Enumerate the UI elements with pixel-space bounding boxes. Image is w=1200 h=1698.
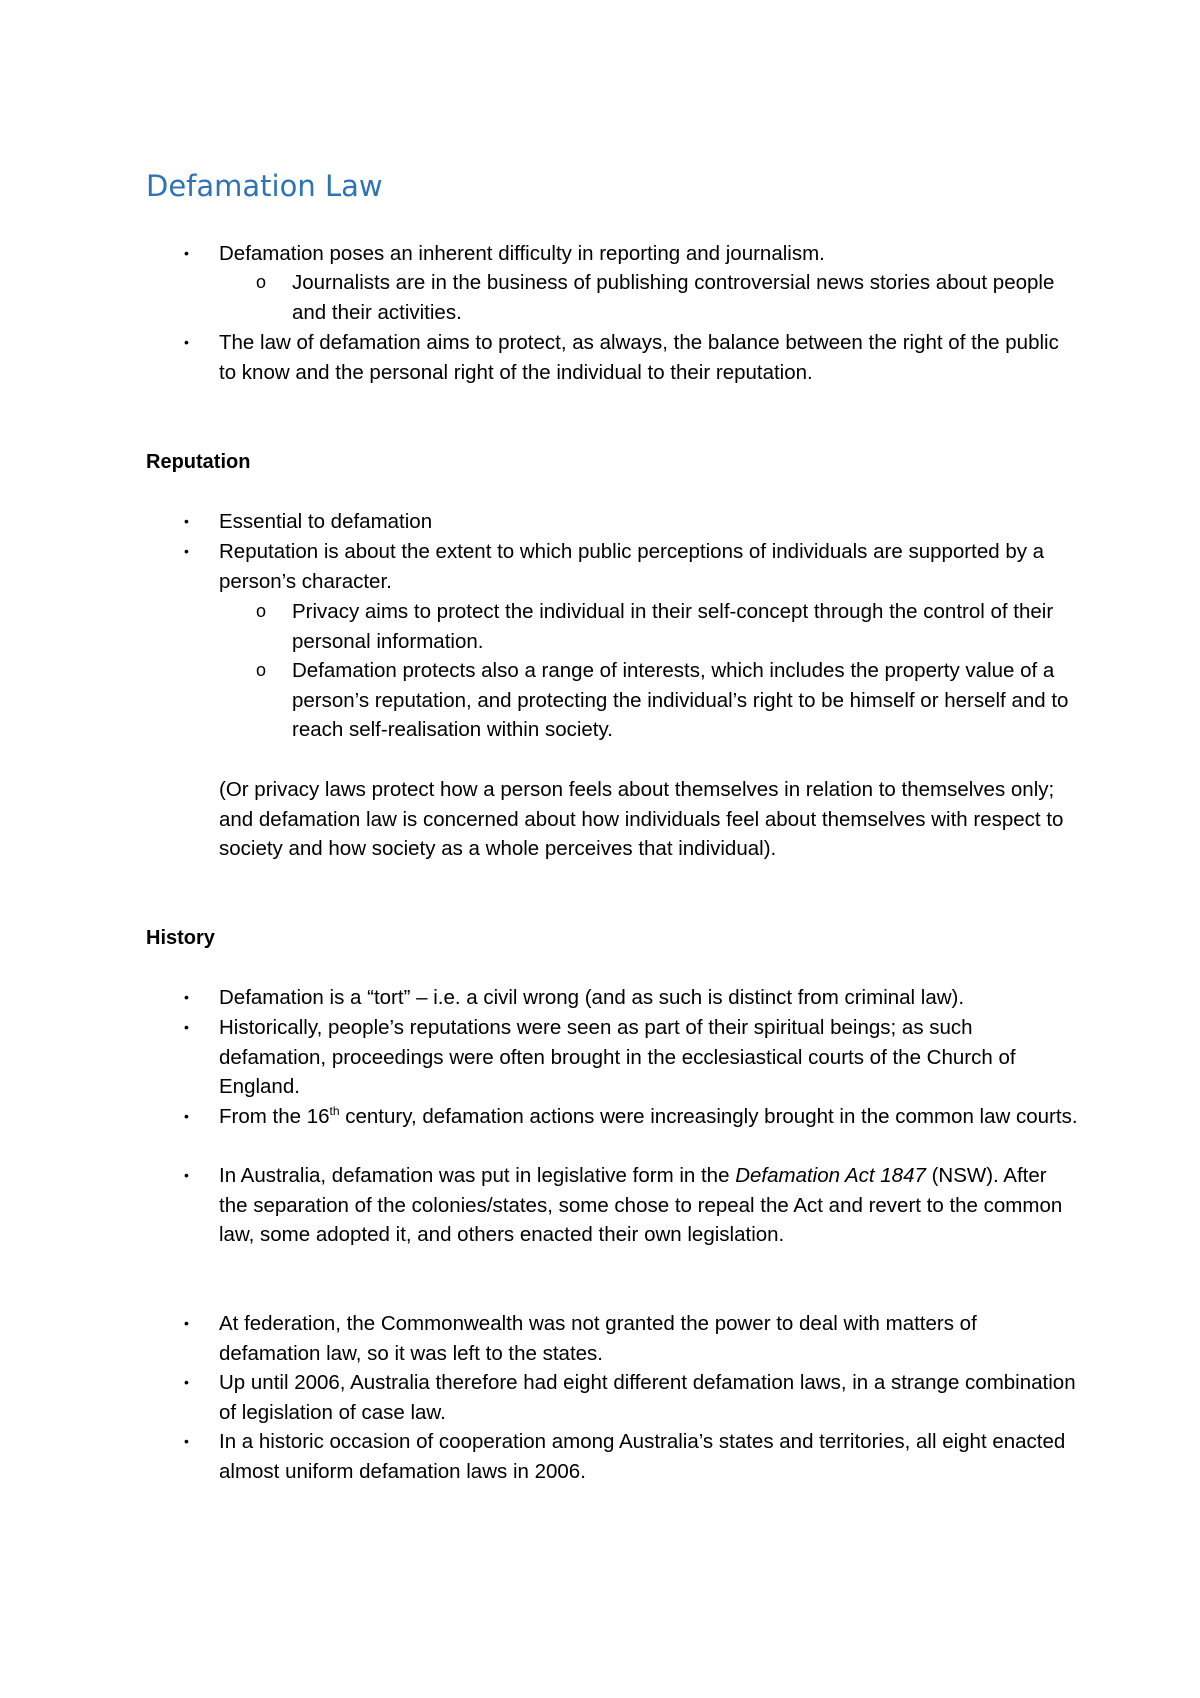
intro-bullet-2: The law of defamation aims to protect, as always, the balance between the right of the public to know and the personal right of the individual to their reputation. — [219, 331, 1059, 384]
bullet-icon: • — [184, 334, 189, 350]
bullet-icon: • — [184, 513, 189, 529]
reputation-bullet-2: Reputation is about the extent to which public perceptions of individuals are supported by a person’s character. — [219, 540, 1045, 593]
section-heading-history: History — [146, 927, 215, 949]
history-bullet-2: Historically, people’s reputations were seen as part of their spiritual beings; as such defamation, proceedings were often brought in the ecclesiastical courts of the Church of England. — [219, 1016, 1016, 1099]
reputation-bullet-1: Essential to defamation — [219, 510, 433, 533]
bullet-icon: • — [184, 1167, 189, 1183]
bullet-icon: • — [184, 1108, 189, 1124]
intro-bullet-1: Defamation poses an inherent difficulty in reporting and journalism. — [219, 242, 825, 265]
bullet-icon: • — [184, 1019, 189, 1035]
section-heading-reputation: Reputation — [146, 451, 251, 473]
bullet-icon: • — [184, 1315, 189, 1331]
act-citation: Defamation Act 1847 — [735, 1164, 926, 1187]
bullet-icon: • — [184, 543, 189, 559]
intro-sub-bullet-1: Journalists are in the business of publishing controversial news stories about people and their activities. — [292, 271, 1055, 324]
ordinal-suffix: th — [329, 1104, 340, 1119]
history-bullet-3-text-end: century, defamation actions were increasingly brought in the common law courts. — [339, 1105, 1078, 1128]
history-bullet-5: At federation, the Commonwealth was not granted the power to deal with matters of defamation law, so it was left to the states. — [219, 1312, 977, 1365]
bullet-icon: • — [184, 245, 189, 261]
bullet-icon: • — [184, 1433, 189, 1449]
history-bullet-7: In a historic occasion of cooperation among Australia’s states and territories, all eight enacted almost uniform defamation laws in 2006. — [219, 1430, 1066, 1483]
sub-bullet-icon: o — [256, 660, 267, 680]
page-title: Defamation Law — [146, 169, 383, 203]
history-bullet-4-text-end: (NSW). After the separation of the colonies/states, some chose to repeal the Act and revert to the common law, some adopted it, and others enacted their own legislation. — [219, 1164, 1063, 1247]
reputation-sub-bullet-1: Privacy aims to protect the individual in their self-concept through the control of their personal information. — [292, 600, 1054, 653]
reputation-sub-bullet-2: Defamation protects also a range of interests, which includes the property value of a person’s reputation, and protecting the individual’s right to be himself or herself and to reach self-realisation within society. — [292, 659, 1069, 742]
history-bullet-3-text-start: From the 16 — [219, 1105, 330, 1128]
history-bullet-4 — [219, 1161, 1079, 1250]
history-bullet-3 — [219, 1102, 1079, 1132]
sub-bullet-icon: o — [256, 272, 267, 292]
sub-bullet-icon: o — [256, 601, 267, 621]
bullet-icon: • — [184, 989, 189, 1005]
history-bullet-4-text-start: In Australia, defamation was put in legislative form in the — [219, 1164, 736, 1187]
history-bullet-1: Defamation is a “tort” – i.e. a civil wrong (and as such is distinct from criminal law). — [219, 986, 965, 1009]
reputation-note: (Or privacy laws protect how a person feels about themselves in relation to themselves only; and defamation law is concerned about how individuals feel about themselves with respect to society and how society as a whole perceives that individual). — [219, 778, 1064, 861]
history-bullet-6: Up until 2006, Australia therefore had eight different defamation laws, in a strange combination of legislation of case law. — [219, 1371, 1076, 1424]
bullet-icon: • — [184, 1374, 189, 1390]
